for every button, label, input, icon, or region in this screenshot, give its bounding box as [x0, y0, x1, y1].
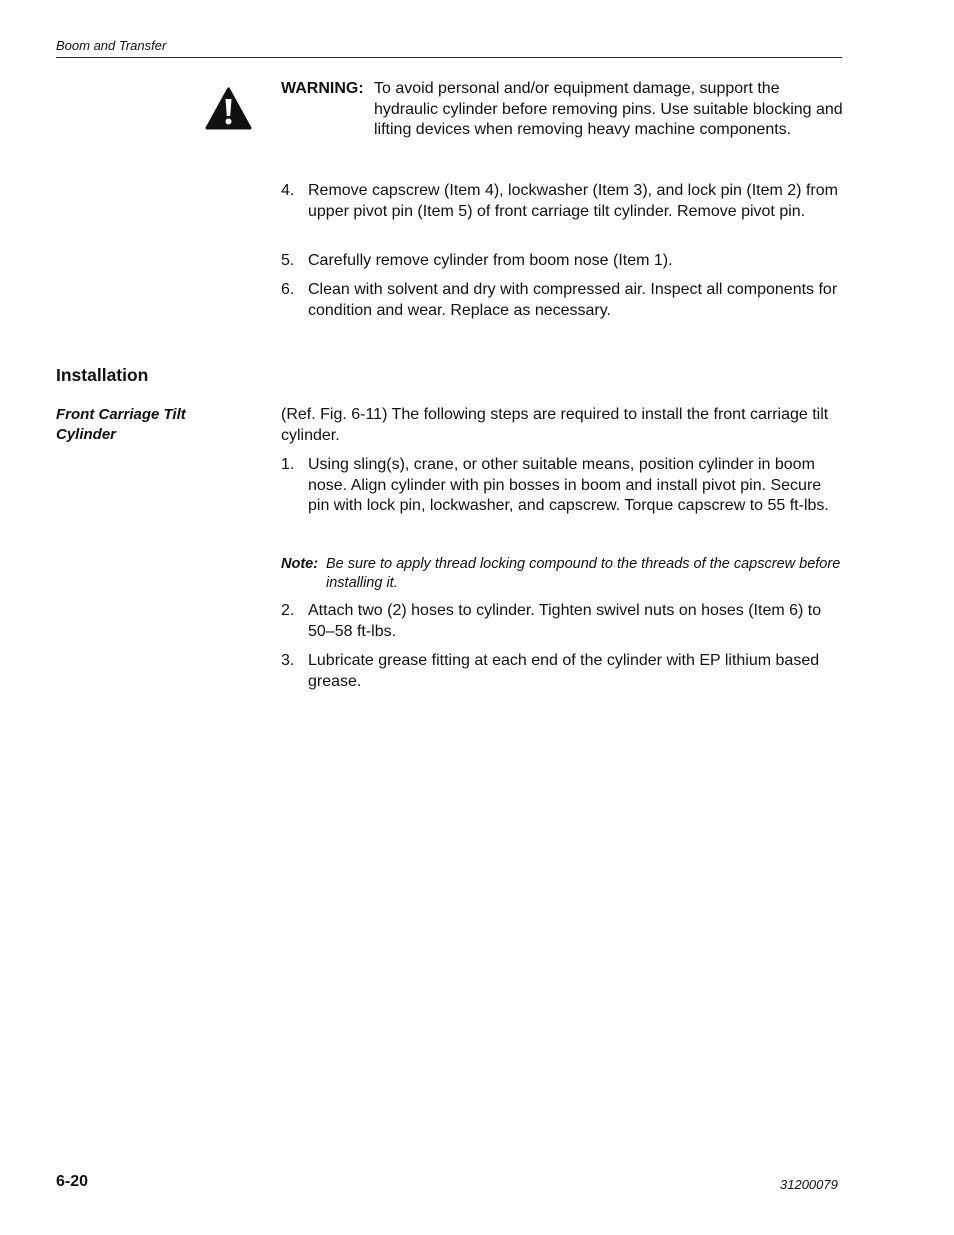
- list-item: [281, 181, 846, 222]
- document-number: 31200079: [780, 1177, 838, 1192]
- step-text: Lubricate grease fitting at each end of the cylinder with EP lithium based grease.: [308, 652, 820, 690]
- list-item: [281, 651, 846, 692]
- list-item: [281, 455, 846, 517]
- warning-text: To avoid personal and/or equipment damage, support the hydraulic cylinder before removing pins. Use suitable blocking and lifting devices when removing heavy machine components.: [374, 80, 843, 138]
- step-text: Carefully remove cylinder from boom nose (Item 1).: [308, 252, 673, 269]
- step-number: 3.: [281, 652, 295, 669]
- intro-paragraph: (Ref. Fig. 6-11) The following steps are required to install the front carriage tilt cylinder.: [281, 406, 829, 444]
- step-text: Attach two (2) hoses to cylinder. Tighten swivel nuts on hoses (Item 6) to 50–58 ft-lbs.: [308, 602, 822, 640]
- list-item: [281, 280, 846, 321]
- warning-label: WARNING:: [281, 80, 364, 97]
- header-divider: [56, 57, 842, 58]
- header-title: Boom and Transfer: [56, 38, 167, 53]
- warning-triangle-icon: [205, 87, 252, 130]
- step-text: Clean with solvent and dry with compressed air. Inspect all components for condition and wear. Replace as necessary.: [308, 281, 838, 319]
- list-item: [281, 601, 846, 642]
- step-number: 1.: [281, 456, 295, 473]
- step-number: 4.: [281, 182, 295, 199]
- note-label: Note:: [281, 556, 319, 572]
- step-number: 6.: [281, 281, 295, 298]
- subsection-heading: Front Carriage Tilt Cylinder: [56, 406, 186, 443]
- section-heading: Installation: [56, 365, 149, 385]
- step-number: 5.: [281, 252, 295, 269]
- list-item: [281, 251, 846, 272]
- page-number: 6-20: [56, 1173, 89, 1190]
- step-text: Remove capscrew (Item 4), lockwasher (Item 3), and lock pin (Item 2) from upper pivot pin (Item 5) of front carriage tilt cylinder. Remove pivot pin.: [308, 182, 838, 220]
- step-text: Using sling(s), crane, or other suitable means, position cylinder in boom nose. Align cylinder with pin bosses in boom and install pivot pin. Secure pin with lock pin, lockwasher, and capscrew. Torque capscrew to 55 ft-lbs.: [308, 456, 829, 514]
- note-text: Be sure to apply thread locking compound to the threads of the capscrew before installing it.: [326, 556, 841, 591]
- step-number: 2.: [281, 602, 295, 619]
